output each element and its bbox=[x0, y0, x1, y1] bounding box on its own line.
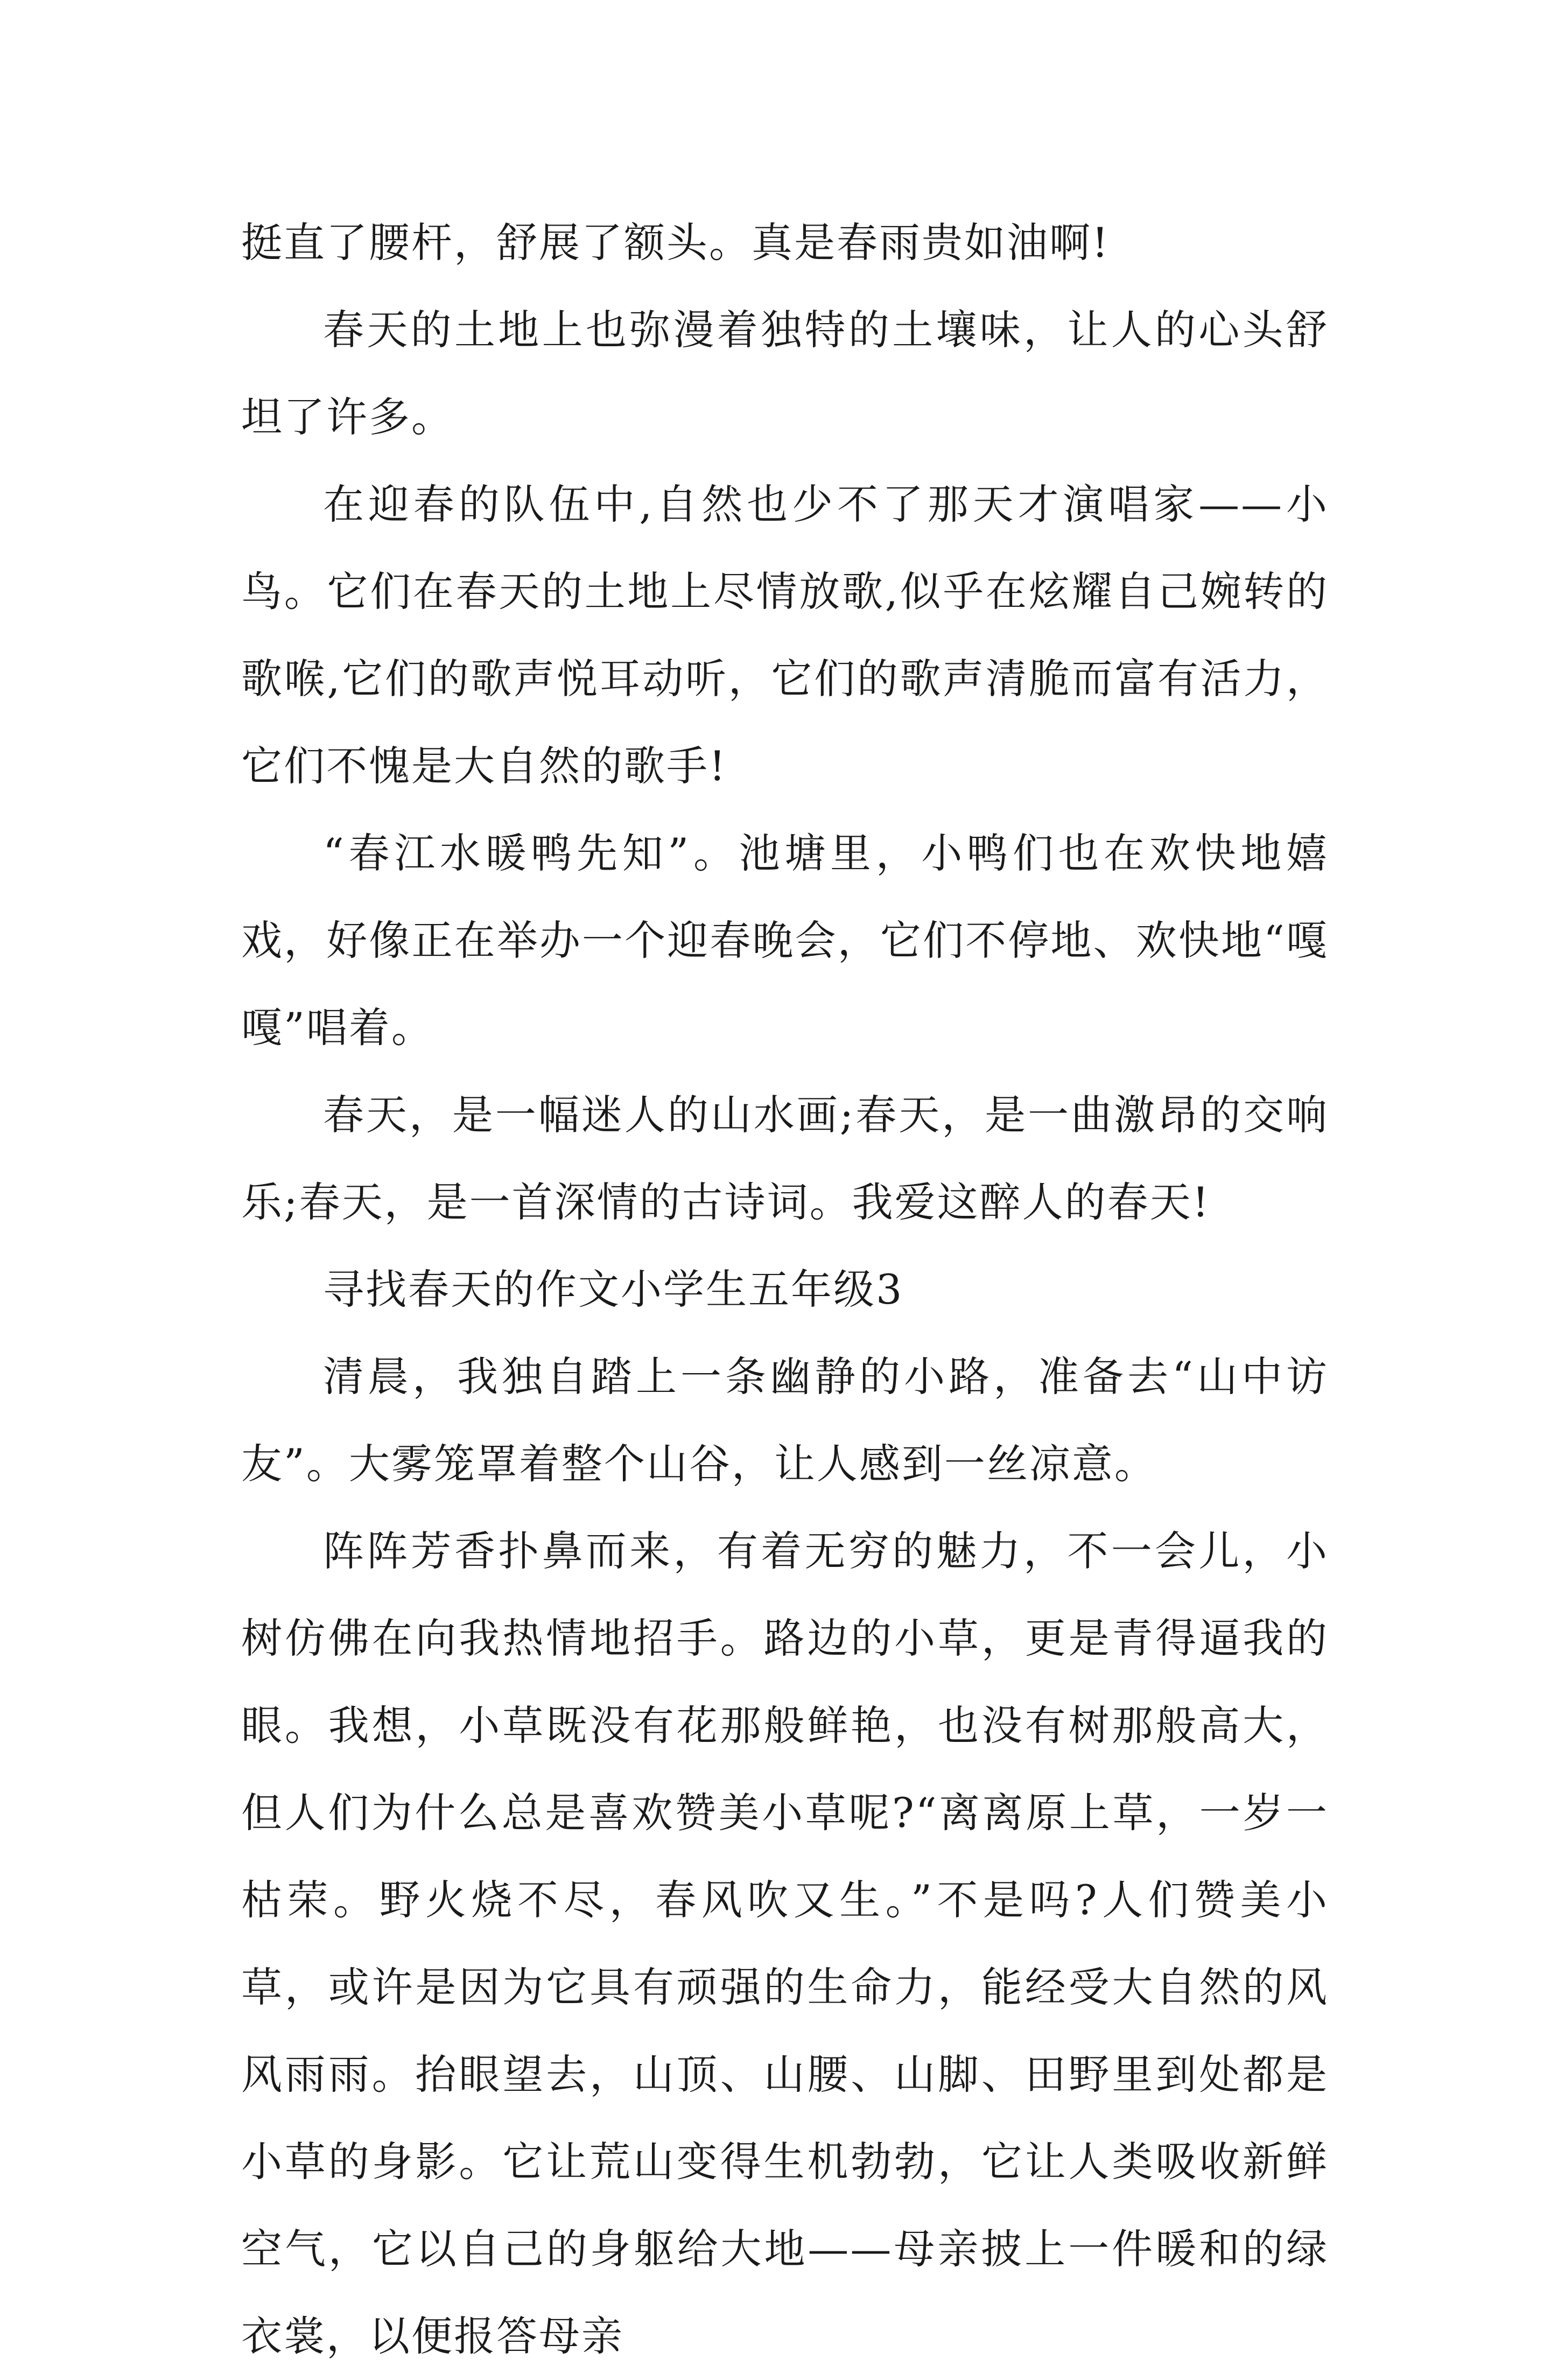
paragraph: 春天的土地上也弥漫着独特的土壤味，让人的心头舒坦了许多。 bbox=[241, 306, 1329, 441]
paragraph: 清晨，我独自踏上一条幽静的小路，准备去“山中访友”。大雾笼罩着整个山谷，让人感到一丝凉意。 bbox=[241, 1353, 1329, 1488]
paragraph: 在迎春的队伍中,自然也少不了那天才演唱家——小鸟。它们在春天的土地上尽情放歌,似乎在炫耀自己婉转的歌喉,它们的歌声悦耳动听，它们的歌声清脆而富有活力，它们不愧是大自然的歌手! bbox=[241, 480, 1329, 790]
paragraph: 阵阵芳香扑鼻而来，有着无穷的魅力，不一会儿，小树仿佛在向我热情地招手。路边的小草，更是青得逼我的眼。我想，小草既没有花那般鲜艳，也没有树那般高大，但人们为什么总是喜欢赞美小草呢?“离离原上草，一岁一枯荣。野火烧不尽，春风吹又生。”不是吗?人们赞美小草，或许是因为它具有顽强的生命力，能经受大自然的风风雨雨。抬眼望去，山顶、山腰、山脚、田野里到处都是小草的身影。它让荒山变得生机勃勃，它让人类吸收新鲜空气，它以自己的身躯给大地——母亲披上一件暖和的绿衣裳，以便报答母亲 bbox=[241, 1527, 1329, 2360]
section-heading: 寻找春天的作文小学生五年级3 bbox=[323, 1265, 904, 1313]
paragraph: “春江水暖鸭先知”。池塘里，小鸭们也在欢快地嬉戏，好像正在举办一个迎春晚会，它们不停地、欢快地“嘎嘎”唱着。 bbox=[241, 829, 1329, 1052]
paragraph: 挺直了腰杆，舒展了额头。真是春雨贵如油啊! bbox=[241, 219, 1110, 267]
paragraph: 春天，是一幅迷人的山水画;春天，是一曲激昂的交响乐;春天，是一首深情的古诗词。我爱这醉人的春天! bbox=[241, 1091, 1329, 1226]
document-body bbox=[241, 199, 1329, 2380]
